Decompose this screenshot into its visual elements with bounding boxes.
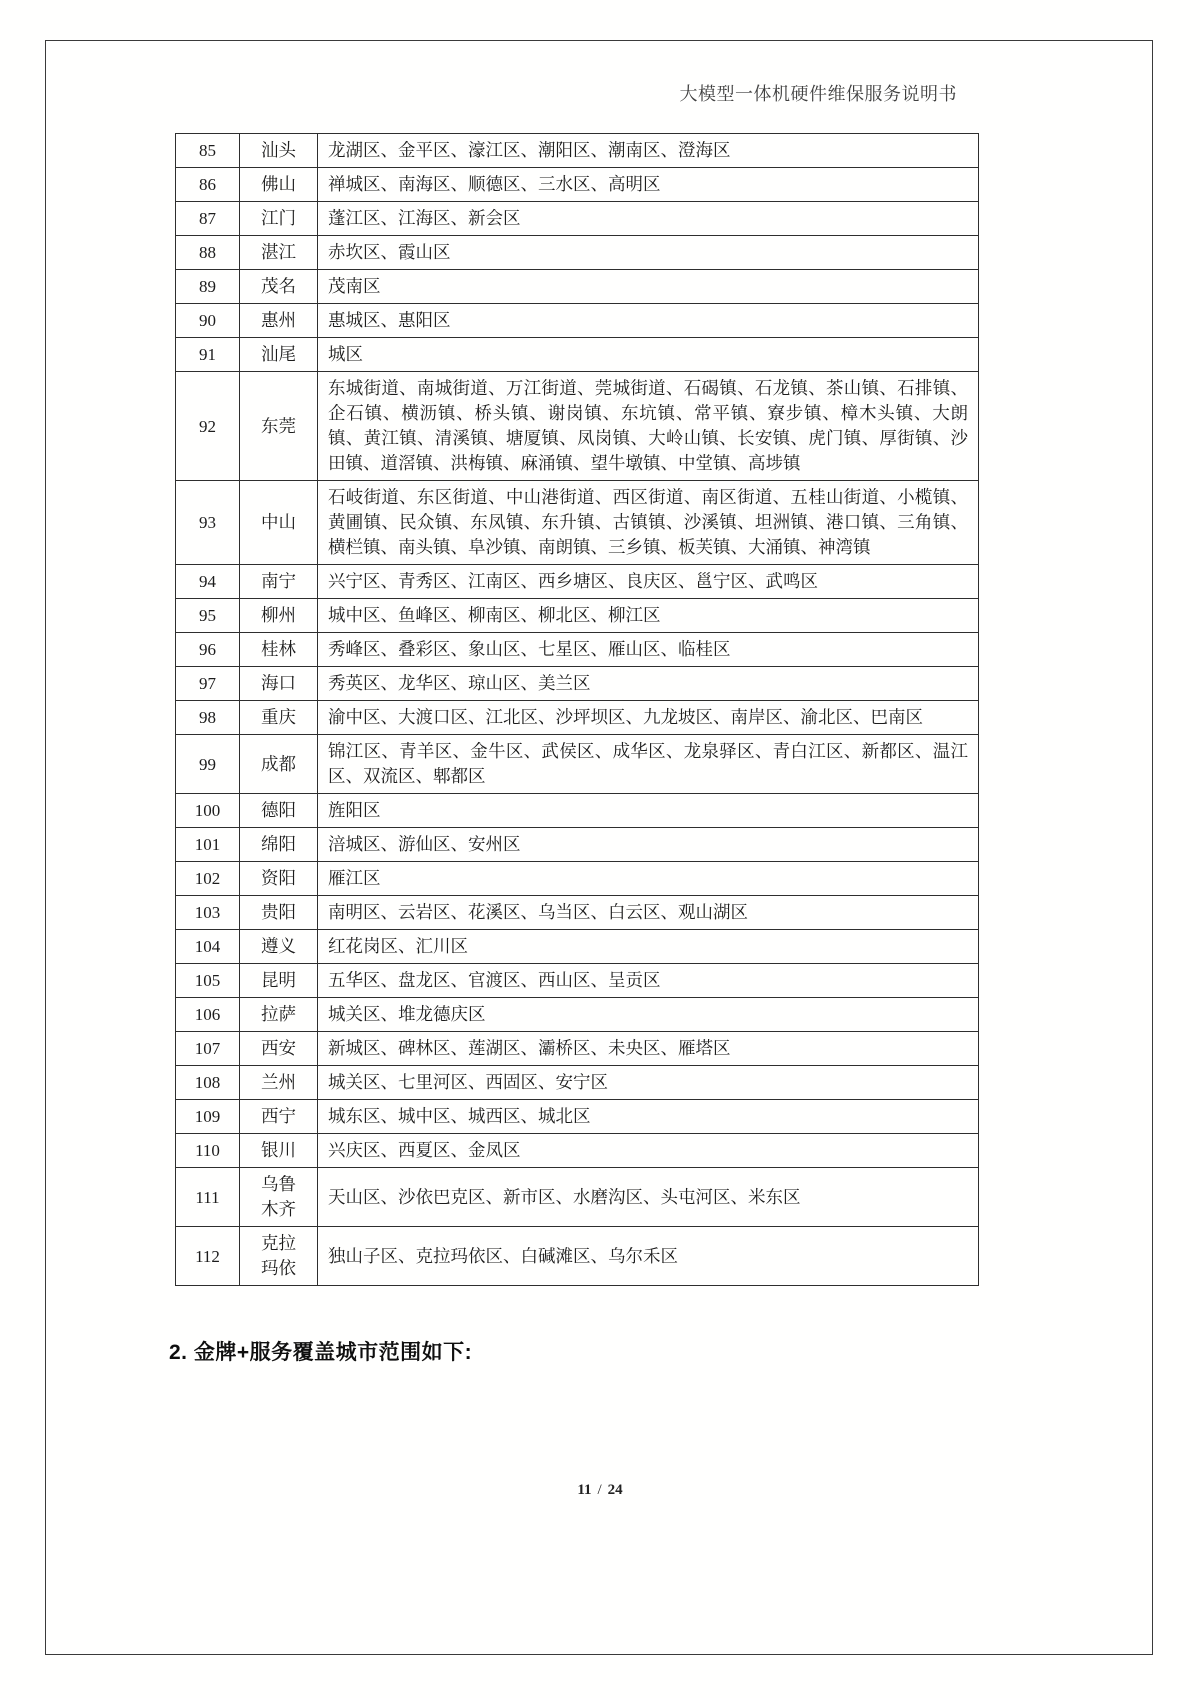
cell-district-list: 龙湖区、金平区、濠江区、潮阳区、潮南区、澄海区 (318, 134, 979, 168)
table-row (176, 372, 979, 481)
page-number-separator: / (597, 1482, 602, 1498)
cell-district-list: 城区 (318, 338, 979, 372)
cell-city-name: 银川 (240, 1134, 318, 1168)
cell-city-name: 东莞 (240, 372, 318, 481)
cell-city-name: 遵义 (240, 930, 318, 964)
table-row (176, 338, 979, 372)
cell-row-number: 103 (176, 896, 240, 930)
cell-district-list: 城中区、鱼峰区、柳南区、柳北区、柳江区 (318, 599, 979, 633)
cell-district-list: 兴庆区、西夏区、金凤区 (318, 1134, 979, 1168)
table-row (176, 633, 979, 667)
table-row (176, 794, 979, 828)
table-row (176, 270, 979, 304)
table-row (176, 1227, 979, 1286)
cell-row-number: 112 (176, 1227, 240, 1286)
cell-city-name: 兰州 (240, 1066, 318, 1100)
cell-district-list: 蓬江区、江海区、新会区 (318, 202, 979, 236)
cell-row-number: 102 (176, 862, 240, 896)
cell-district-list: 石岐街道、东区街道、中山港街道、西区街道、南区街道、五桂山街道、小榄镇、黄圃镇、民众镇、东凤镇、东升镇、古镇镇、沙溪镇、坦洲镇、港口镇、三角镇、横栏镇、南头镇、阜沙镇、南朗镇、三乡镇、板芙镇、大涌镇、神湾镇 (318, 481, 979, 565)
cell-district-list: 城关区、七里河区、西固区、安宁区 (318, 1066, 979, 1100)
cell-district-list: 城东区、城中区、城西区、城北区 (318, 1100, 979, 1134)
cell-row-number: 105 (176, 964, 240, 998)
cell-row-number: 101 (176, 828, 240, 862)
table-row (176, 862, 979, 896)
page-number-footer (0, 1482, 1200, 1499)
cell-district-list: 秀峰区、叠彩区、象山区、七星区、雁山区、临桂区 (318, 633, 979, 667)
cell-row-number: 94 (176, 565, 240, 599)
cell-row-number: 99 (176, 735, 240, 794)
cell-city-name: 汕尾 (240, 338, 318, 372)
table-row (176, 168, 979, 202)
cell-district-list: 天山区、沙依巴克区、新市区、水磨沟区、头屯河区、米东区 (318, 1168, 979, 1227)
table-row (176, 1032, 979, 1066)
cell-city-name: 桂林 (240, 633, 318, 667)
table-row (176, 896, 979, 930)
table-row (176, 599, 979, 633)
cell-row-number: 93 (176, 481, 240, 565)
cell-row-number: 88 (176, 236, 240, 270)
table-row (176, 304, 979, 338)
cell-city-name: 惠州 (240, 304, 318, 338)
cell-row-number: 95 (176, 599, 240, 633)
cell-district-list: 渝中区、大渡口区、江北区、沙坪坝区、九龙坡区、南岸区、渝北区、巴南区 (318, 701, 979, 735)
table-row (176, 964, 979, 998)
cell-city-name: 海口 (240, 667, 318, 701)
cell-row-number: 87 (176, 202, 240, 236)
cell-row-number: 90 (176, 304, 240, 338)
cell-district-list: 独山子区、克拉玛依区、白碱滩区、乌尔禾区 (318, 1227, 979, 1286)
cell-district-list: 南明区、云岩区、花溪区、乌当区、白云区、观山湖区 (318, 896, 979, 930)
cell-city-name: 资阳 (240, 862, 318, 896)
cell-city-name: 拉萨 (240, 998, 318, 1032)
cell-district-list: 惠城区、惠阳区 (318, 304, 979, 338)
cell-district-list: 涪城区、游仙区、安州区 (318, 828, 979, 862)
cell-city-name: 南宁 (240, 565, 318, 599)
cell-city-name: 柳州 (240, 599, 318, 633)
cell-city-name: 贵阳 (240, 896, 318, 930)
cell-district-list: 城关区、堆龙德庆区 (318, 998, 979, 1032)
table-row (176, 1066, 979, 1100)
cell-row-number: 97 (176, 667, 240, 701)
cell-district-list: 雁江区 (318, 862, 979, 896)
table-row (176, 236, 979, 270)
cell-city-name: 茂名 (240, 270, 318, 304)
cell-city-name: 成都 (240, 735, 318, 794)
cell-city-name: 西安 (240, 1032, 318, 1066)
cell-district-list: 锦江区、青羊区、金牛区、武侯区、成华区、龙泉驿区、青白江区、新都区、温江区、双流区、郫都区 (318, 735, 979, 794)
cell-row-number: 85 (176, 134, 240, 168)
cell-row-number: 92 (176, 372, 240, 481)
cell-city-name: 重庆 (240, 701, 318, 735)
table-row (176, 1168, 979, 1227)
table-row (176, 701, 979, 735)
table-row (176, 1134, 979, 1168)
cell-row-number: 86 (176, 168, 240, 202)
cell-city-name: 汕头 (240, 134, 318, 168)
cell-row-number: 96 (176, 633, 240, 667)
cell-city-name: 西宁 (240, 1100, 318, 1134)
table-row (176, 481, 979, 565)
cell-row-number: 108 (176, 1066, 240, 1100)
section-heading: 2. 金牌+服务覆盖城市范围如下: (169, 1341, 473, 1364)
cell-row-number: 107 (176, 1032, 240, 1066)
cell-row-number: 89 (176, 270, 240, 304)
coverage-table-body (176, 134, 979, 1286)
cell-row-number: 111 (176, 1168, 240, 1227)
cell-row-number: 109 (176, 1100, 240, 1134)
cell-city-name: 中山 (240, 481, 318, 565)
cell-city-name: 昆明 (240, 964, 318, 998)
cell-row-number: 91 (176, 338, 240, 372)
cell-district-list: 旌阳区 (318, 794, 979, 828)
coverage-table (175, 133, 979, 1286)
table-row (176, 735, 979, 794)
cell-city-name: 佛山 (240, 168, 318, 202)
cell-city-name: 乌鲁木齐 (240, 1168, 318, 1227)
table-row (176, 134, 979, 168)
cell-district-list: 红花岗区、汇川区 (318, 930, 979, 964)
cell-district-list: 禅城区、南海区、顺德区、三水区、高明区 (318, 168, 979, 202)
cell-row-number: 98 (176, 701, 240, 735)
table-row (176, 202, 979, 236)
cell-row-number: 100 (176, 794, 240, 828)
cell-district-list: 新城区、碑林区、莲湖区、灞桥区、未央区、雁塔区 (318, 1032, 979, 1066)
page-number-current: 11 (577, 1482, 592, 1498)
cell-district-list: 茂南区 (318, 270, 979, 304)
cell-row-number: 106 (176, 998, 240, 1032)
table-row (176, 998, 979, 1032)
cell-city-name: 湛江 (240, 236, 318, 270)
cell-city-name: 克拉玛依 (240, 1227, 318, 1286)
cell-district-list: 赤坎区、霞山区 (318, 236, 979, 270)
page-number-total: 24 (607, 1482, 623, 1498)
table-row (176, 565, 979, 599)
cell-city-name: 江门 (240, 202, 318, 236)
cell-district-list: 东城街道、南城街道、万江街道、莞城街道、石碣镇、石龙镇、茶山镇、石排镇、企石镇、横沥镇、桥头镇、谢岗镇、东坑镇、常平镇、寮步镇、樟木头镇、大朗镇、黄江镇、清溪镇、塘厦镇、凤岗镇、大岭山镇、长安镇、虎门镇、厚街镇、沙田镇、道滘镇、洪梅镇、麻涌镇、望牛墩镇、中堂镇、高埗镇 (318, 372, 979, 481)
cell-district-list: 秀英区、龙华区、琼山区、美兰区 (318, 667, 979, 701)
cell-city-name: 绵阳 (240, 828, 318, 862)
table-row (176, 828, 979, 862)
cell-row-number: 110 (176, 1134, 240, 1168)
table-row (176, 1100, 979, 1134)
cell-city-name: 德阳 (240, 794, 318, 828)
cell-district-list: 兴宁区、青秀区、江南区、西乡塘区、良庆区、邕宁区、武鸣区 (318, 565, 979, 599)
cell-district-list: 五华区、盘龙区、官渡区、西山区、呈贡区 (318, 964, 979, 998)
content-area (169, 133, 978, 1366)
cell-row-number: 104 (176, 930, 240, 964)
table-row (176, 930, 979, 964)
document-header-title: 大模型一体机硬件维保服务说明书 (679, 84, 957, 104)
table-row (176, 667, 979, 701)
